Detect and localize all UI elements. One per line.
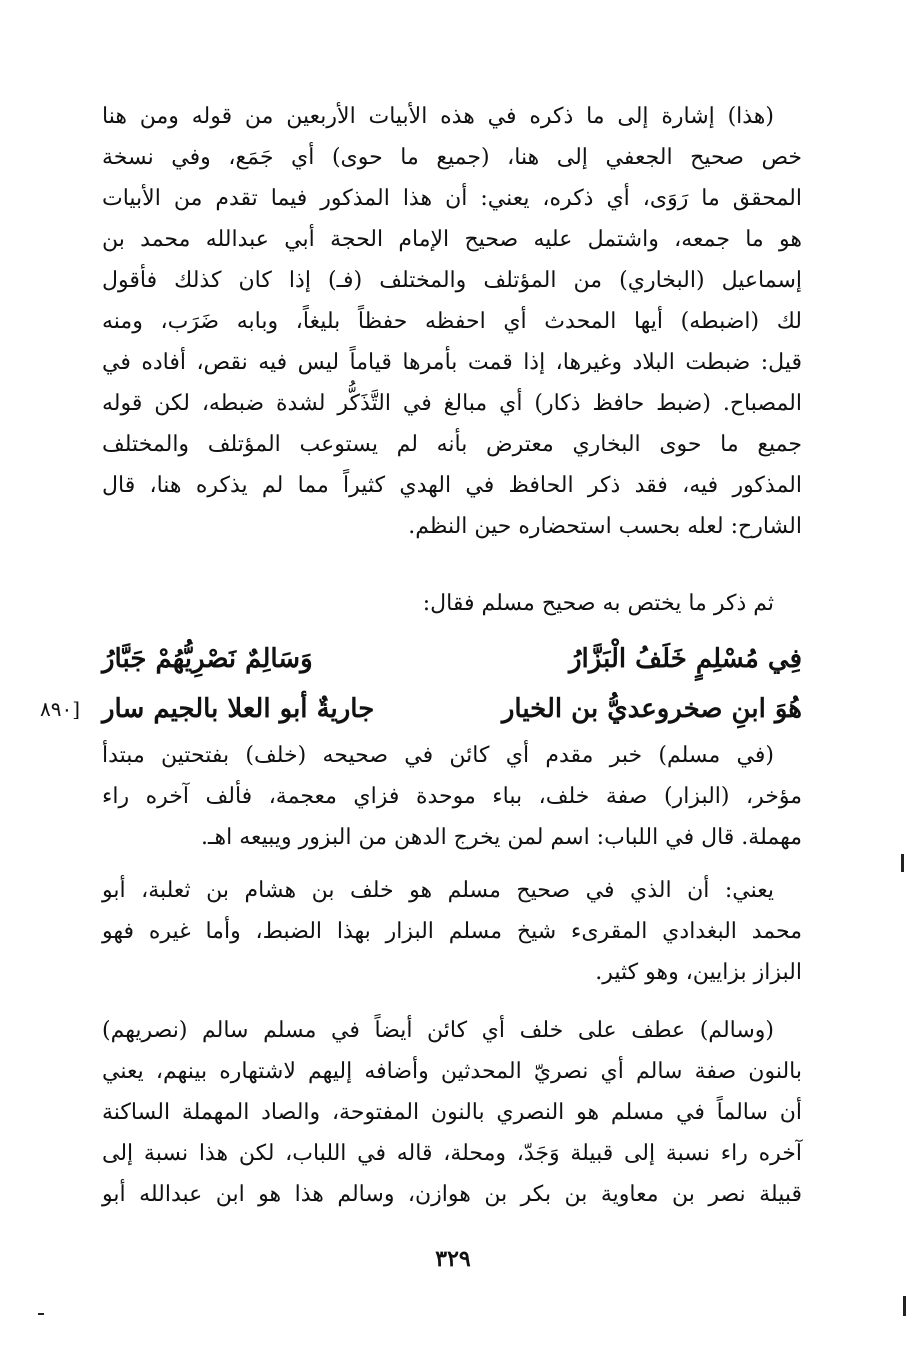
text-line: (في مسلم) خبر مقدم أي كائن في صحيحه (خلف) بفتحتين مبتدأ (102, 743, 774, 768)
verse-line-2 (102, 684, 802, 734)
text-line: المذكور فيه، فقد ذكر الحافظ في الهدي كثيراً مما لم يذكره هنا، قال (102, 473, 802, 498)
text-line: آخره راء نسبة إلى قبيلة وَجَدّ، ومحلة، قاله في اللباب، لكن هذا نسبة إلى (102, 1141, 802, 1166)
scan-mark (901, 854, 904, 872)
text-line: مهملة. قال في اللباب: اسم لمن يخرج الدهن من البزور ويبيعه اهـ. (201, 825, 802, 850)
text-line: أن سالماً في مسلم هو النصري بالنون المفتوحة، والصاد المهملة الساكنة (102, 1100, 802, 1125)
paragraph-4 (102, 1010, 802, 1215)
text-line: هو ما جمعه، واشتمل عليه صحيح الإمام الحجة أبي عبدالله محمد بن (102, 227, 802, 252)
text-line: لك (اضبطه) أيها المحدث أي احفظه حفظاً بليغاً، وبابه ضَرَب، ومنه (102, 309, 802, 334)
intro-line: ثم ذكر ما يختص به صحيح مسلم فقال: (422, 591, 774, 616)
verse-line-1 (102, 634, 802, 684)
text-line: قيل: ضبطت البلاد وغيرها، إذا قمت بأمرها قياماً ليس فيه نقص، أفاده في (102, 350, 802, 375)
intro-line-block (102, 583, 802, 624)
paragraph-2 (102, 735, 802, 858)
text-line: بالنون صفة سالم أي نصريّ المحدثين وأضافه إليهم لاشتهاره بينهم، يعني (102, 1059, 802, 1084)
text-line: إسماعيل (البخاري) من المؤتلف والمختلف (فـ) إذا كان كذلك فأقول (102, 268, 802, 293)
verse-hemistich: هُوَ ابنِ صخروعديُّ بن الخيار (501, 694, 802, 724)
text-line: (وسالم) عطف على خلف أي كائن أيضاً في مسلم سالم (نصريهم) (102, 1018, 774, 1043)
scan-mark (38, 1313, 44, 1315)
paragraph-1 (102, 96, 802, 547)
text-line: جميع ما حوى البخاري معترض بأنه لم يستوعب المؤتلف والمختلف (102, 432, 802, 457)
verse-hemistich: فِي مُسْلِمٍ خَلَفُ الْبَزَّارُ (569, 644, 802, 674)
text-line: المحقق ما رَوَى، أي ذكره، يعني: أن هذا المذكور فيما تقدم من الأبيات (102, 186, 802, 211)
text-line: المصباح. (ضبط حافظ ذكار) أي مبالغ في التَّذَكُّر لشدة ضبطه، لكن قوله (102, 391, 802, 416)
verse-number: [٨٩٠ (40, 697, 81, 721)
text-line: (هذا) إشارة إلى ما ذكره في هذه الأبيات الأربعين من قوله ومن هنا (102, 104, 774, 129)
text-line: خص صحيح الجعفي إلى هنا، (جميع ما حوى) أي جَمَع، وفي نسخة (102, 145, 802, 170)
paragraph-3 (102, 870, 802, 993)
text-line: البزاز بزايين، وهو كثير. (595, 960, 802, 985)
text-line: الشارح: لعله بحسب استحضاره حين النظم. (408, 514, 802, 539)
page-number: ٣٢٩ (435, 1246, 471, 1272)
text-line: قبيلة نصر بن معاوية بن بكر بن هوازن، وسالم هذا هو ابن عبدالله أبو (102, 1182, 802, 1207)
text-line: محمد البغدادي المقرىء شيخ مسلم البزار بهذا الضبط، وأما غيره فهو (102, 919, 802, 944)
text-line: مؤخر، (البزار) صفة خلف، بباء موحدة فزاي معجمة، فألف آخره راء (102, 784, 802, 809)
text-line: يعني: أن الذي في صحيح مسلم هو خلف بن هشام بن ثعلبة، أبو (102, 878, 774, 903)
verse-hemistich: وَسَالِمٌ نَصْرِيُّهُمْ جَبَّارُ (102, 644, 313, 674)
verse-hemistich: جاريةٌ أبو العلا بالجيم سار (102, 694, 375, 724)
